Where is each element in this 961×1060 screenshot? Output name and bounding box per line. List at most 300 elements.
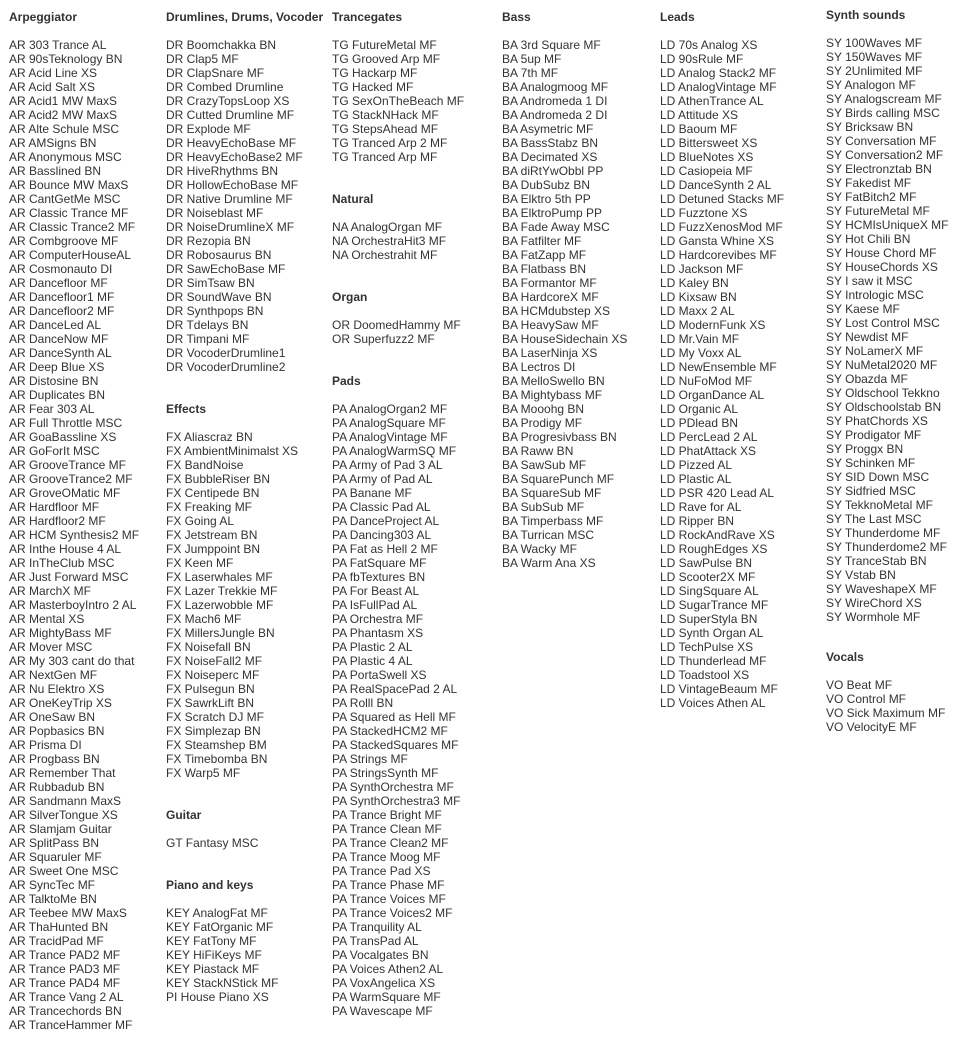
preset-item[interactable]: PA Vocalgates BN (332, 948, 429, 962)
preset-item[interactable]: BA Andromeda 1 DI (502, 94, 608, 108)
preset-item[interactable]: AR HCM Synthesis2 MF (9, 528, 140, 542)
preset-item[interactable]: SY Vstab BN (826, 568, 896, 582)
preset-item[interactable]: TG SexOnTheBeach MF (332, 94, 465, 108)
preset-item[interactable]: PA FatSquare MF (332, 556, 427, 570)
preset-item[interactable]: FX Scratch DJ MF (166, 710, 265, 724)
preset-item[interactable]: AR Dancefloor MF (9, 276, 108, 290)
preset-item[interactable]: PA Plastic 4 AL (332, 654, 413, 668)
preset-item[interactable]: AR Hardfloor2 MF (9, 514, 106, 528)
preset-item[interactable]: AR Squaruler MF (9, 850, 102, 864)
preset-item[interactable]: SY I saw it MSC (826, 274, 913, 288)
preset-item[interactable]: PA Squared as Hell MF (332, 710, 456, 724)
preset-item[interactable]: AR ComputerHouseAL (9, 248, 132, 262)
preset-item[interactable]: LD Attitude XS (660, 108, 739, 122)
preset-item[interactable]: AR DanceSynth AL (9, 346, 112, 360)
preset-item[interactable]: DR Rezopia BN (166, 234, 251, 248)
preset-item[interactable]: AR Sandmann MaxS (9, 794, 122, 808)
preset-item[interactable]: PA VoxAngelica XS (332, 976, 436, 990)
preset-item[interactable]: LD VintageBeaum MF (660, 682, 778, 696)
preset-item[interactable]: AR Rubbadub BN (9, 780, 105, 794)
preset-item[interactable]: PA AnalogWarmSQ MF (332, 444, 457, 458)
preset-item[interactable]: SY Fakedist MF (826, 176, 912, 190)
preset-item[interactable]: BA 3rd Square MF (502, 38, 601, 52)
preset-item[interactable]: AR Remember That (9, 766, 116, 780)
preset-item[interactable]: PA AnalogOrgan2 MF (332, 402, 448, 416)
preset-item[interactable]: SY Prodigator MF (826, 428, 922, 442)
preset-item[interactable]: PA Strings MF (332, 752, 408, 766)
preset-item[interactable]: BA Lectros DI (502, 360, 576, 374)
preset-item[interactable]: BA Timperbass MF (502, 514, 604, 528)
preset-item[interactable]: AR SplitPass BN (9, 836, 100, 850)
preset-item[interactable]: LD 90sRule MF (660, 52, 744, 66)
preset-item[interactable]: PA Trance Clean MF (332, 822, 442, 836)
preset-item[interactable]: LD SugarTrance MF (660, 598, 769, 612)
preset-item[interactable]: DR Tdelays BN (166, 318, 249, 332)
preset-item[interactable]: TG Hacked MF (332, 80, 414, 94)
preset-item[interactable]: FX BubbleRiser BN (166, 472, 271, 486)
preset-item[interactable]: FX Centipede BN (166, 486, 260, 500)
preset-item[interactable]: PA Voices Athen2 AL (332, 962, 444, 976)
preset-item[interactable]: AR NextGen MF (9, 668, 98, 682)
preset-item[interactable]: SY Analogscream MF (826, 92, 942, 106)
preset-item[interactable]: PA Plastic 2 AL (332, 640, 413, 654)
preset-item[interactable]: BA SawSub MF (502, 458, 587, 472)
preset-item[interactable]: AR Cosmonauto DI (9, 262, 113, 276)
preset-item[interactable]: LD BlueNotes XS (660, 150, 754, 164)
preset-item[interactable]: FX SawrkLift BN (166, 696, 255, 710)
preset-item[interactable]: LD 70s Analog XS (660, 38, 758, 52)
preset-item[interactable]: SY Oldschoolstab BN (826, 400, 942, 414)
preset-item[interactable]: BA Mightybass MF (502, 388, 603, 402)
preset-item[interactable]: LD Voices Athen AL (660, 696, 766, 710)
preset-item[interactable]: BA Raww BN (502, 444, 574, 458)
preset-item[interactable]: SY Kaese MF (826, 302, 900, 316)
preset-item[interactable]: AR Slamjam Guitar (9, 822, 112, 836)
preset-item[interactable]: FX Noisefall BN (166, 640, 251, 654)
preset-item[interactable]: AR My 303 cant do that (9, 654, 135, 668)
preset-item[interactable]: AR Trance PAD4 MF (9, 976, 121, 990)
preset-item[interactable]: TG Hackarp MF (332, 66, 418, 80)
preset-item[interactable]: AR GoForIt MSC (9, 444, 100, 458)
preset-item[interactable]: SY Obazda MF (826, 372, 908, 386)
preset-item[interactable]: AR SilverTongue XS (9, 808, 118, 822)
preset-item[interactable]: AR CantGetMe MSC (9, 192, 121, 206)
preset-item[interactable]: AR GroveOMatic MF (9, 486, 121, 500)
preset-item[interactable]: SY Proggx BN (826, 442, 904, 456)
preset-item[interactable]: LD NuFoMod MF (660, 374, 753, 388)
preset-item[interactable]: AR TracidPad MF (9, 934, 104, 948)
preset-item[interactable]: LD TechPulse XS (660, 640, 754, 654)
preset-item[interactable]: BA Prodigy MF (502, 416, 583, 430)
preset-item[interactable]: AR Basslined BN (9, 164, 102, 178)
preset-item[interactable]: LD Kaley BN (660, 276, 729, 290)
preset-item[interactable]: LD Hardcorevibes MF (660, 248, 777, 262)
preset-item[interactable]: BA Fade Away MSC (502, 220, 610, 234)
preset-item[interactable]: AR GoaBassline XS (9, 430, 117, 444)
preset-item[interactable]: BA Progresivbass BN (502, 430, 617, 444)
preset-item[interactable]: AR Full Throttle MSC (9, 416, 123, 430)
preset-item[interactable]: VO VelocityE MF (826, 720, 917, 734)
preset-item[interactable]: AR Prisma DI (9, 738, 82, 752)
preset-item[interactable]: AR DanceLed AL (9, 318, 102, 332)
preset-item[interactable]: BA diRtYwObbl PP (502, 164, 604, 178)
preset-item[interactable]: LD DanceSynth 2 AL (660, 178, 772, 192)
preset-item[interactable]: AR Bounce MW MaxS (9, 178, 129, 192)
preset-item[interactable]: BA LaserNinja XS (502, 346, 598, 360)
preset-item[interactable]: BA 5up MF (502, 52, 562, 66)
preset-item[interactable]: AR Anonymous MSC (9, 150, 122, 164)
preset-item[interactable]: AR Classic Trance MF (9, 206, 129, 220)
preset-item[interactable]: AR AMSigns BN (9, 136, 97, 150)
preset-item[interactable]: DR HeavyEchoBase MF (166, 136, 297, 150)
preset-item[interactable]: LD FuzzXenosMod MF (660, 220, 783, 234)
preset-item[interactable]: BA Decimated XS (502, 150, 598, 164)
preset-item[interactable]: PA WarmSquare MF (332, 990, 441, 1004)
preset-item[interactable]: AR Teebee MW MaxS (9, 906, 127, 920)
preset-item[interactable]: LD Plastic AL (660, 472, 732, 486)
preset-item[interactable]: BA HCMdubstep XS (502, 304, 611, 318)
preset-item[interactable]: FX Warp5 MF (166, 766, 241, 780)
preset-item[interactable]: DR SoundWave BN (166, 290, 272, 304)
preset-item[interactable]: PA Army of Pad 3 AL (332, 458, 443, 472)
preset-item[interactable]: BA Andromeda 2 DI (502, 108, 608, 122)
preset-item[interactable]: SY Thunderdome2 MF (826, 540, 947, 554)
preset-item[interactable]: LD Rave for AL (660, 500, 742, 514)
preset-item[interactable]: FX Simplezap BN (166, 724, 261, 738)
preset-item[interactable]: FX Pulsegun BN (166, 682, 255, 696)
preset-item[interactable]: AR Mental XS (9, 612, 85, 626)
preset-item[interactable]: AR MarchX MF (9, 584, 92, 598)
preset-item[interactable]: AR TalktoMe BN (9, 892, 97, 906)
preset-item[interactable]: BA SquareSub MF (502, 486, 602, 500)
preset-item[interactable]: TG Grooved Arp MF (332, 52, 441, 66)
preset-item[interactable]: VO Control MF (826, 692, 907, 706)
preset-item[interactable]: DR Native Drumline MF (166, 192, 293, 206)
preset-item[interactable]: SY Sidfried MSC (826, 484, 916, 498)
preset-item[interactable]: BA BassStabz BN (502, 136, 599, 150)
preset-item[interactable]: LD ModernFunk XS (660, 318, 766, 332)
preset-item[interactable]: LD Pizzed AL (660, 458, 733, 472)
preset-item[interactable]: BA Mooohg BN (502, 402, 585, 416)
preset-item[interactable]: BA MelloSwello BN (502, 374, 605, 388)
preset-item[interactable]: SY WireChord XS (826, 596, 922, 610)
preset-item[interactable]: SY Thunderdome MF (826, 526, 941, 540)
preset-item[interactable]: SY 100Waves MF (826, 36, 923, 50)
preset-item[interactable]: LD Detuned Stacks MF (660, 192, 785, 206)
preset-item[interactable]: DR HiveRhythms BN (166, 164, 279, 178)
preset-item[interactable]: PA Trance Voices MF (332, 892, 446, 906)
preset-item[interactable]: SY Bricksaw BN (826, 120, 914, 134)
preset-item[interactable]: PA AnalogVintage MF (332, 430, 448, 444)
preset-item[interactable]: LD Ripper BN (660, 514, 735, 528)
preset-item[interactable]: SY NuMetal2020 MF (826, 358, 938, 372)
preset-item[interactable]: PA Rolll BN (332, 696, 394, 710)
preset-item[interactable]: LD Organic AL (660, 402, 739, 416)
preset-item[interactable]: FX Mach6 MF (166, 612, 242, 626)
preset-item[interactable]: TG StackNHack MF (332, 108, 439, 122)
preset-item[interactable]: DR NoiseDrumlineX MF (166, 220, 295, 234)
preset-item[interactable]: FX BandNoise (166, 458, 244, 472)
preset-item[interactable]: PA For Beast AL (332, 584, 420, 598)
preset-item[interactable]: LD PSR 420 Lead AL (660, 486, 775, 500)
preset-item[interactable]: PA Trance Moog MF (332, 850, 441, 864)
preset-item[interactable]: DR Clap5 MF (166, 52, 239, 66)
preset-item[interactable]: LD SawPulse BN (660, 556, 753, 570)
preset-item[interactable]: LD NewEnsemble MF (660, 360, 777, 374)
preset-item[interactable]: LD Fuzztone XS (660, 206, 748, 220)
preset-item[interactable]: OR Superfuzz2 MF (332, 332, 435, 346)
preset-item[interactable]: FX AmbientMinimalst XS (166, 444, 299, 458)
preset-item[interactable]: AR Alte Schule MSC (9, 122, 120, 136)
preset-item[interactable]: AR Acid Salt XS (9, 80, 96, 94)
preset-item[interactable]: PA Dancing303 AL (332, 528, 432, 542)
preset-item[interactable]: PA StackedSquares MF (332, 738, 459, 752)
preset-item[interactable]: SY 2Unlimited MF (826, 64, 923, 78)
preset-item[interactable]: AR GrooveTrance2 MF (9, 472, 133, 486)
preset-item[interactable]: AR Dancefloor1 MF (9, 290, 115, 304)
preset-item[interactable]: AR OneSaw BN (9, 710, 96, 724)
preset-item[interactable]: TG Tranced Arp 2 MF (332, 136, 448, 150)
preset-item[interactable]: PI House Piano XS (166, 990, 269, 1004)
preset-item[interactable]: SY HCMIsUniqueX MF (826, 218, 949, 232)
preset-item[interactable]: LD Bittersweet XS (660, 136, 758, 150)
preset-item[interactable]: BA SubSub MF (502, 500, 585, 514)
preset-item[interactable]: PA Classic Pad AL (332, 500, 431, 514)
preset-item[interactable]: DR CrazyTopsLoop XS (166, 94, 290, 108)
preset-item[interactable]: LD Synth Organ AL (660, 626, 764, 640)
preset-item[interactable]: OR DoomedHammy MF (332, 318, 461, 332)
preset-item[interactable]: TG StepsAhead MF (332, 122, 439, 136)
preset-item[interactable]: SY Electronztab BN (826, 162, 932, 176)
preset-item[interactable]: AR TranceHammer MF (9, 1018, 133, 1032)
preset-item[interactable]: DR Combed Drumline (166, 80, 284, 94)
preset-item[interactable]: AR Distosine BN (9, 374, 99, 388)
preset-item[interactable]: BA Wacky MF (502, 542, 577, 556)
preset-item[interactable]: SY HouseChords XS (826, 260, 938, 274)
preset-item[interactable]: GT Fantasy MSC (166, 836, 259, 850)
preset-item[interactable]: LD OrganDance AL (660, 388, 765, 402)
preset-item[interactable]: PA Trance Pad XS (332, 864, 431, 878)
preset-item[interactable]: AR Combgroove MF (9, 234, 119, 248)
preset-item[interactable]: LD AthenTrance AL (660, 94, 764, 108)
preset-item[interactable]: PA SynthOrchestra MF (332, 780, 454, 794)
preset-item[interactable]: SY PhatChords XS (826, 414, 928, 428)
preset-item[interactable]: DR Noiseblast MF (166, 206, 264, 220)
preset-item[interactable]: AR SyncTec MF (9, 878, 96, 892)
preset-item[interactable]: LD PercLead 2 AL (660, 430, 758, 444)
preset-item[interactable]: PA Phantasm XS (332, 626, 424, 640)
preset-item[interactable]: AR Just Forward MSC (9, 570, 129, 584)
preset-item[interactable]: TG Tranced Arp MF (332, 150, 438, 164)
preset-item[interactable]: PA DanceProject AL (332, 514, 440, 528)
preset-item[interactable]: FX Lazerwobble MF (166, 598, 274, 612)
preset-item[interactable]: BA HouseSidechain XS (502, 332, 628, 346)
preset-item[interactable]: DR Robosaurus BN (166, 248, 272, 262)
preset-item[interactable]: BA Formantor MF (502, 276, 597, 290)
preset-item[interactable]: LD Jackson MF (660, 262, 744, 276)
preset-item[interactable]: BA SquarePunch MF (502, 472, 615, 486)
preset-item[interactable]: DR ClapSnare MF (166, 66, 265, 80)
preset-item[interactable]: BA Elktro 5th PP (502, 192, 591, 206)
preset-item[interactable]: PA IsFullPad AL (332, 598, 418, 612)
preset-item[interactable]: PA AnalogSquare MF (332, 416, 446, 430)
preset-item[interactable]: LD Scooter2X MF (660, 570, 756, 584)
preset-item[interactable]: PA Army of Pad AL (332, 472, 433, 486)
preset-item[interactable]: TG FutureMetal MF (332, 38, 437, 52)
preset-item[interactable]: BA HardcoreX MF (502, 290, 599, 304)
preset-item[interactable]: AR 303 Trance AL (9, 38, 107, 52)
preset-item[interactable]: BA Fatfilter MF (502, 234, 582, 248)
preset-item[interactable]: DR Boomchakka BN (166, 38, 277, 52)
preset-item[interactable]: LD Casiopeia MF (660, 164, 753, 178)
preset-item[interactable]: SY The Last MSC (826, 512, 922, 526)
preset-item[interactable]: PA Banane MF (332, 486, 412, 500)
preset-item[interactable]: AR Trancechords BN (9, 1004, 122, 1018)
preset-item[interactable]: PA Trance Voices2 MF (332, 906, 453, 920)
preset-item[interactable]: AR Nu Elektro XS (9, 682, 105, 696)
preset-item[interactable]: AR Acid Line XS (9, 66, 98, 80)
preset-item[interactable]: DR Cutted Drumline MF (166, 108, 295, 122)
preset-item[interactable]: VO Sick Maximum MF (826, 706, 946, 720)
preset-item[interactable]: LD Toadstool XS (660, 668, 750, 682)
preset-item[interactable]: DR Timpani MF (166, 332, 250, 346)
preset-item[interactable]: FX Aliascraz BN (166, 430, 253, 444)
preset-item[interactable]: DR VocoderDrumline2 (166, 360, 286, 374)
preset-item[interactable]: LD Baoum MF (660, 122, 738, 136)
preset-item[interactable]: SY Hot Chili BN (826, 232, 911, 246)
preset-item[interactable]: FX Jumppoint BN (166, 542, 261, 556)
preset-item[interactable]: PA Wavescape MF (332, 1004, 433, 1018)
preset-item[interactable]: SY FutureMetal MF (826, 204, 930, 218)
preset-item[interactable]: FX Jetstream BN (166, 528, 258, 542)
preset-item[interactable]: BA DubSubz BN (502, 178, 591, 192)
preset-item[interactable]: SY Oldschool Tekkno (826, 386, 940, 400)
preset-item[interactable]: PA Fat as Hell 2 MF (332, 542, 438, 556)
preset-item[interactable]: PA Tranquility AL (332, 920, 422, 934)
preset-item[interactable]: LD SuperStyla BN (660, 612, 758, 626)
preset-item[interactable]: AR Mover MSC (9, 640, 93, 654)
preset-item[interactable]: PA fbTextures BN (332, 570, 426, 584)
preset-item[interactable]: SY Birds calling MSC (826, 106, 940, 120)
preset-item[interactable]: DR SimTsaw BN (166, 276, 255, 290)
preset-item[interactable]: PA Trance Bright MF (332, 808, 442, 822)
preset-item[interactable]: LD RoughEdges XS (660, 542, 768, 556)
preset-item[interactable]: SY Newdist MF (826, 330, 909, 344)
preset-item[interactable]: PA Orchestra MF (332, 612, 424, 626)
preset-item[interactable]: FX MillersJungle BN (166, 626, 275, 640)
preset-item[interactable]: DR HeavyEchoBase2 MF (166, 150, 303, 164)
preset-item[interactable]: BA 7th MF (502, 66, 559, 80)
preset-item[interactable]: AR Acid2 MW MaxS (9, 108, 118, 122)
preset-item[interactable]: PA StackedHCM2 MF (332, 724, 448, 738)
preset-item[interactable]: FX Going AL (166, 514, 235, 528)
preset-item[interactable]: PA PortaSwell XS (332, 668, 427, 682)
preset-item[interactable]: LD SingSquare AL (660, 584, 759, 598)
preset-item[interactable]: BA Warm Ana XS (502, 556, 596, 570)
preset-item[interactable]: FX Keen MF (166, 556, 234, 570)
preset-item[interactable]: SY Schinken MF (826, 456, 916, 470)
preset-item[interactable]: KEY FatTony MF (166, 934, 257, 948)
preset-item[interactable]: LD Gansta Whine XS (660, 234, 775, 248)
preset-item[interactable]: KEY HiFiKeys MF (166, 948, 262, 962)
preset-item[interactable]: KEY FatOrganic MF (166, 920, 274, 934)
preset-item[interactable]: FX NoiseFall2 MF (166, 654, 263, 668)
preset-item[interactable]: AR Trance Vang 2 AL (9, 990, 124, 1004)
preset-item[interactable]: DR Explode MF (166, 122, 251, 136)
preset-item[interactable]: PA SynthOrchestra3 MF (332, 794, 461, 808)
preset-item[interactable]: SY NoLamerX MF (826, 344, 924, 358)
preset-item[interactable]: SY WaveshapeX MF (826, 582, 937, 596)
preset-item[interactable]: NA AnalogOrgan MF (332, 220, 443, 234)
preset-item[interactable]: DR Synthpops BN (166, 304, 264, 318)
preset-item[interactable]: SY SID Down MSC (826, 470, 930, 484)
preset-item[interactable]: AR Popbasics BN (9, 724, 105, 738)
preset-item[interactable]: LD RockAndRave XS (660, 528, 775, 542)
preset-item[interactable]: AR GrooveTrance MF (9, 458, 126, 472)
preset-item[interactable]: PA Trance Clean2 MF (332, 836, 449, 850)
preset-item[interactable]: KEY AnalogFat MF (166, 906, 268, 920)
preset-item[interactable]: SY Lost Control MSC (826, 316, 940, 330)
preset-item[interactable]: BA Analogmoog MF (502, 80, 609, 94)
preset-item[interactable]: BA Asymetric MF (502, 122, 594, 136)
preset-item[interactable]: LD Analog Stack2 MF (660, 66, 777, 80)
preset-item[interactable]: VO Beat MF (826, 678, 893, 692)
preset-item[interactable]: AR MasterboyIntro 2 AL (9, 598, 137, 612)
preset-item[interactable]: FX Lazer Trekkie MF (166, 584, 278, 598)
preset-item[interactable]: AR Fear 303 AL (9, 402, 95, 416)
preset-item[interactable]: FX Freaking MF (166, 500, 253, 514)
preset-item[interactable]: AR Hardfloor MF (9, 500, 100, 514)
preset-item[interactable]: NA Orchestrahit MF (332, 248, 438, 262)
preset-item[interactable]: SY Conversation MF (826, 134, 937, 148)
preset-item[interactable]: SY Analogon MF (826, 78, 916, 92)
preset-item[interactable]: LD Kixsaw BN (660, 290, 737, 304)
preset-item[interactable]: LD Maxx 2 AL (660, 304, 735, 318)
preset-item[interactable]: AR MightyBass MF (9, 626, 112, 640)
preset-item[interactable]: FX Steamshep BM (166, 738, 267, 752)
preset-item[interactable]: FX Noiseperc MF (166, 668, 260, 682)
preset-item[interactable]: SY Intrologic MSC (826, 288, 924, 302)
preset-item[interactable]: PA RealSpacePad 2 AL (332, 682, 458, 696)
preset-item[interactable]: SY 150Waves MF (826, 50, 923, 64)
preset-item[interactable]: AR InTheClub MSC (9, 556, 115, 570)
preset-item[interactable]: LD PhatAttack XS (660, 444, 757, 458)
preset-item[interactable]: DR HollowEchoBase MF (166, 178, 299, 192)
preset-item[interactable]: SY FatBitch2 MF (826, 190, 917, 204)
preset-item[interactable]: AR OneKeyTrip XS (9, 696, 112, 710)
preset-item[interactable]: BA HeavySaw MF (502, 318, 599, 332)
preset-item[interactable]: DR VocoderDrumline1 (166, 346, 286, 360)
preset-item[interactable]: AR Classic Trance2 MF (9, 220, 136, 234)
preset-item[interactable]: AR Trance PAD3 MF (9, 962, 121, 976)
preset-item[interactable]: AR ThaHunted BN (9, 920, 109, 934)
preset-item[interactable]: PA Trance Phase MF (332, 878, 445, 892)
preset-item[interactable]: FX Timebomba BN (166, 752, 268, 766)
preset-item[interactable]: BA Flatbass BN (502, 262, 587, 276)
preset-item[interactable]: AR Deep Blue XS (9, 360, 105, 374)
preset-item[interactable]: LD AnalogVintage MF (660, 80, 777, 94)
preset-item[interactable]: NA OrchestraHit3 MF (332, 234, 447, 248)
preset-item[interactable]: AR DanceNow MF (9, 332, 109, 346)
preset-item[interactable]: AR Inthe House 4 AL (9, 542, 122, 556)
preset-item[interactable]: PA TransPad AL (332, 934, 419, 948)
preset-item[interactable]: SY House Chord MF (826, 246, 937, 260)
preset-item[interactable]: KEY Piastack MF (166, 962, 260, 976)
preset-item[interactable]: SY Wormhole MF (826, 610, 921, 624)
preset-item[interactable]: AR Progbass BN (9, 752, 100, 766)
preset-item[interactable]: LD Mr.Vain MF (660, 332, 740, 346)
preset-item[interactable]: BA Turrican MSC (502, 528, 595, 542)
